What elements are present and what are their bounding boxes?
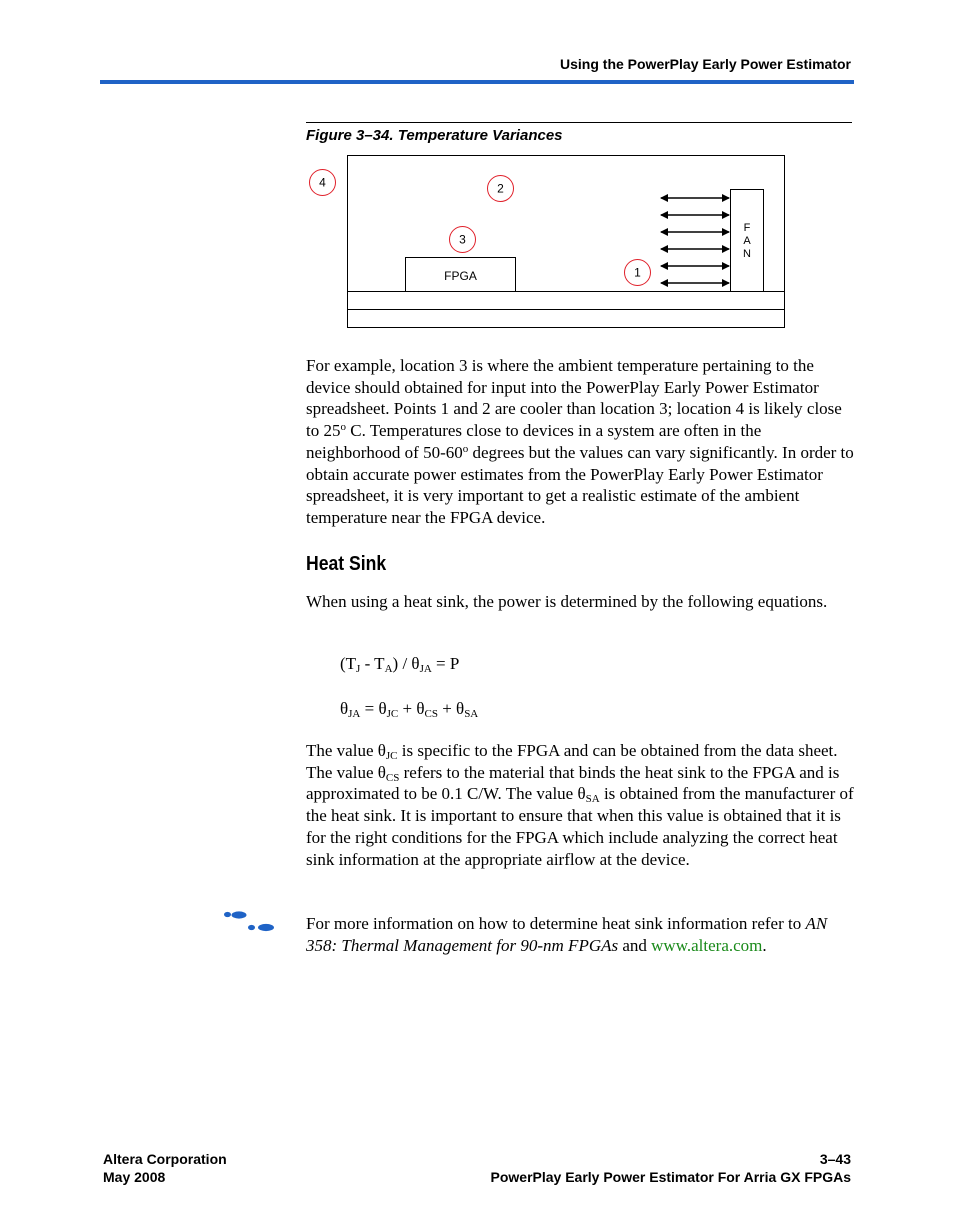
footer-company: Altera Corporation — [103, 1151, 227, 1167]
equation-theta-ja: $\theta_{JA} = \theta_{JC} + \theta_{CS} + \theta_{SA}$ — [340, 699, 479, 720]
footer-right — [491, 1150, 852, 1186]
footer-page-number: 3–43 — [819, 1151, 851, 1167]
degree-superscript: o — [340, 421, 346, 434]
figure-top-rule — [306, 122, 852, 123]
running-header-title: Using the PowerPlay Early Power Estimator — [560, 56, 851, 72]
footprints-icon — [222, 908, 276, 934]
more-info-note: For more information on how to determine heat sink information refer to AN 358: Thermal Management for 90-nm FPGAs and www.altera.com. — [306, 914, 828, 955]
para1-text-2: C. Temperatures close to devices in a system are often in the neighborhood of 50-60 — [306, 421, 762, 462]
footer-left — [103, 1150, 227, 1186]
system-enclosure — [348, 156, 785, 328]
fan-letter-f: F — [743, 222, 751, 234]
fan-letter-a: A — [743, 235, 751, 247]
heat-sink-intro-paragraph: When using a heat sink, the power is determined by the following equations. — [306, 592, 828, 611]
theta-values-paragraph: The value $\theta_{JC}$ is specific to the FPGA and can be obtained from the data sheet. The value $\theta_{CS}$ refers to the material that binds the heat sink to the FPGA and is approximated to be 0.1 C/W. The value $\theta_{SA}$ is obtained from the manufacturer of the heat sink. It is important to ensure that when this value is obtained that it is for the right conditions for the FPGA which include analyzing the correct heat sink information at the appropriate airflow at the device. — [306, 741, 854, 869]
header-rule — [100, 80, 854, 84]
para1-text-1: For example, location 3 is where the ambient temperature pertaining to the device should obtained for input into the PowerPlay Early Power Estimator spreadsheet. Points 1 and 2 are cooler than location 3; location 4 is likely close to 25 — [306, 356, 842, 441]
callout-4-label: 4 — [319, 175, 326, 190]
fpga-label: FPGA — [444, 269, 477, 283]
fan-letter-n: N — [743, 248, 751, 260]
callout-1-label: 1 — [634, 265, 641, 280]
airflow-arrows — [661, 198, 729, 283]
footer-doc-title: PowerPlay Early Power Estimator For Arria GX FPGAs — [490, 1169, 851, 1185]
degree-superscript: o — [462, 442, 469, 455]
figure-caption: Figure 3–34. Temperature Variances — [306, 127, 563, 144]
temperature-variance-diagram — [300, 150, 800, 335]
callout-3-label: 3 — [459, 232, 466, 247]
section-heading: Heat Sink — [306, 553, 387, 575]
altera-website-link[interactable]: www.altera.com — [651, 935, 763, 955]
callout-2-label: 2 — [497, 181, 504, 196]
para1-text-3: degrees but the values can vary significantly. In order to obtain accurate power estimates from the PowerPlay Early Power Estimator spreadsheet, it is very important to get a realistic estimate of the ambient temperature near the FPGA device. — [306, 442, 854, 527]
equation-power: $(T_J - T_A) / \theta_{JA} = P$ — [340, 654, 460, 675]
an358-reference: AN 358: Thermal Management for 90-nm FPGAs — [306, 914, 828, 955]
ambient-temperature-paragraph — [306, 355, 854, 529]
footer-date: May 2008 — [103, 1169, 166, 1185]
